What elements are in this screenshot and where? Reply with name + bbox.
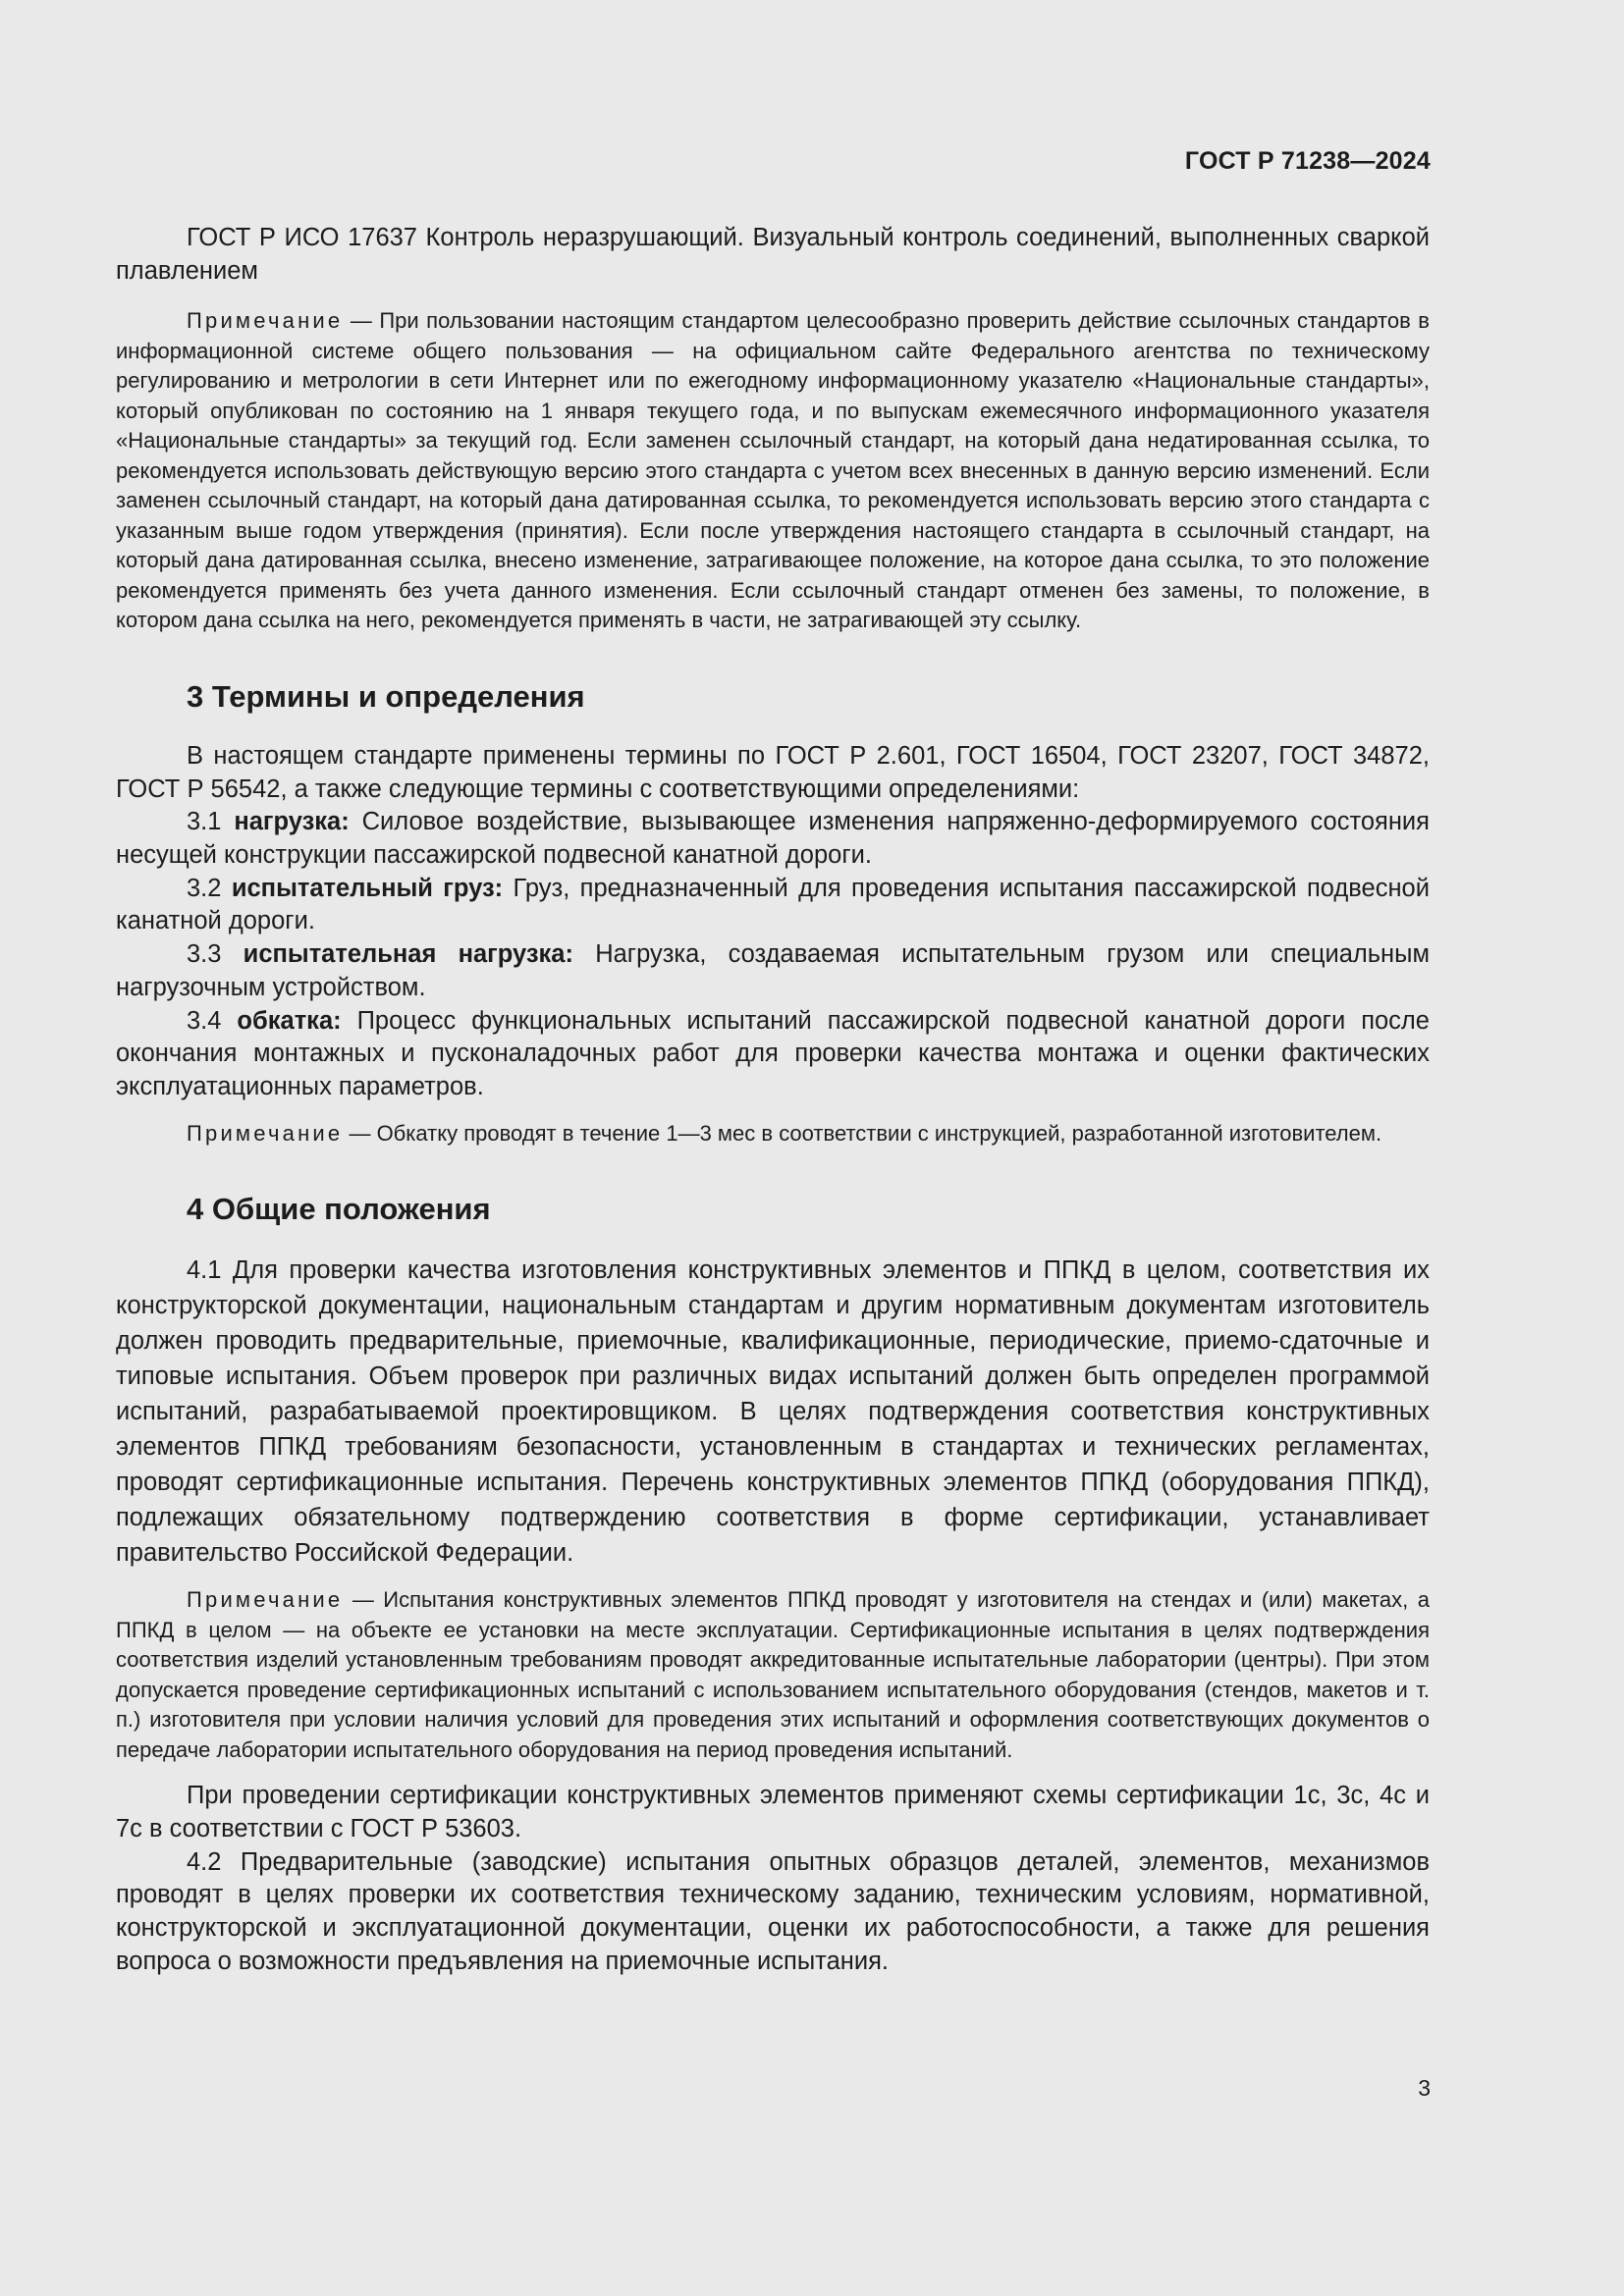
term-number: 3.3 [187,940,244,969]
term-name: испытательный груз: [231,874,504,902]
term-definition: Процесс функциональных испытаний пассажирской подвесной канатной дороги после окончания монтажных и пусконаладочных работ для проверки качества монтажа и оценки фактических эксплуатационных параметров. [116,1006,1430,1100]
term-3-3 [116,938,1430,1004]
paragraph-certification-schemes: При проведении сертификации конструктивных элементов применяют схемы сертификации 1с, 3с, 4с и 7с в соответствии с ГОСТ Р 53603. [116,1782,1430,1842]
note-break-in [116,1119,1430,1149]
term-definition: Груз, предназначенный для проведения испытания пассажирской подвесной канатной дороги. [116,874,1430,935]
note-label: Примечание [187,1587,344,1613]
term-name: нагрузка: [234,808,350,836]
section-4-heading: 4 Общие положения [187,1192,491,1227]
paragraph-4-2: 4.2 Предварительные (заводские) испытания опытных образцов деталей, элементов, механизмов проводят в целях проверки их соответствия техническому заданию, техническим условиям, нормативной, конструкторской и эксплуатационной документации, оценки их работоспособности, а также для решения вопроса о возможности предъявления на приемочные испытания. [116,1847,1430,1975]
term-number: 3.4 [187,1006,238,1035]
note-label: Примечание [187,1120,344,1146]
note-body: — При пользовании настоящим стандартом целесообразно проверить действие ссылочных стандартов в информационной системе общего пользования — на официальном сайте Федерального агентства по техническому регулированию и метрологии в сети Интернет или по ежегодному информационному указателю «Национальные стандарты», который опубликован по состоянию на 1 января текущего года, и по выпускам ежемесячного информационного указателя «Национальные стандарты» за текущий год. Если заменен ссылочный стандарт, на который дана недатированная ссылка, то рекомендуется использовать действующую версию этого стандарта с учетом всех внесенных в данную версию изменений. Если заменен ссылочный стандарт, на который дана датированная ссылка, то рекомендуется использовать версию этого стандарта с указанным выше годом утверждения (принятия). Если после утверждения настоящего стандарта в ссылочный стандарт, на который дана датированная ссылка, внесено изменение, затрагивающее положение, на которое дана ссылка, то это положение рекомендуется применять без учета данного изменения. Если ссылочный стандарт отменен без замены, то положение, в котором дана ссылка на него, рекомендуется применять в части, не затрагивающей эту ссылку. [116,308,1430,633]
section-3-heading: 3 Термины и определения [187,678,585,714]
page-number: 3 [1418,2075,1431,2101]
term-name: обкатка: [237,1006,342,1035]
term-definition: Нагрузка, создаваемая испытательным грузом или специальным нагрузочным устройством. [116,940,1430,1001]
paragraph-4-1: 4.1 Для проверки качества изготовления конструктивных элементов и ППКД в целом, соответствия их конструкторской документации, национальным стандартам и другим нормативным документам изготовитель должен проводить предварительные, приемочные, квалификационные, периодические, приемо-сдаточные и типовые испытания. Объем проверок при различных видах испытаний должен быть определен программой испытаний, разрабатываемой проектировщиком. В целях подтверждения соответствия конструктивных элементов ППКД требованиям безопасности, установленным в стандартах и технических регламентах, проводят сертификационные испытания. Перечень конструктивных элементов ППКД (оборудования ППКД), подлежащих обязательному подтверждению соответствия в форме сертификации, устанавливает правительство Российской Федерации. [116,1256,1430,1568]
note-label: Примечание [187,308,344,334]
term-number: 3.2 [187,874,232,902]
reference-gost-iso-17637: ГОСТ Р ИСО 17637 Контроль неразрушающий. Визуальный контроль соединений, выполненных сваркой плавлением [116,224,1430,285]
term-3-2 [116,873,1430,938]
term-number: 3.1 [187,808,235,836]
note-certification-tests [116,1585,1430,1765]
term-3-1 [116,806,1430,872]
section-3-intro: В настоящем стандарте применены термины по ГОСТ Р 2.601, ГОСТ 16504, ГОСТ 23207, ГОСТ 34872, ГОСТ Р 56542, а также следующие термины с соответствующими определениями: [116,741,1430,803]
term-3-4 [116,1005,1430,1104]
note-body: — Испытания конструктивных элементов ППКД проводят у изготовителя на стендах и (или) макетах, а ППКД в целом — на объекте ее установки на месте эксплуатации. Сертификационные испытания в целях подтверждения соответствия изделий установленным требованиям проводят аккредитованные испытательные лаборатории (центры). При этом допускается проведение сертификационных испытаний с использованием испытательного оборудования (стендов, макетов и т. п.) изготовителя при условии наличия условий для проведения этих испытаний и оформления соответствующих документов о передаче лаборатории испытательного оборудования на период проведения испытаний. [116,1587,1430,1762]
document-code-header: ГОСТ Р 71238—2024 [1184,147,1431,175]
page-content [116,222,1430,1978]
note-body: — Обкатку проводят в течение 1—3 мес в соответствии с инструкцией, разработанной изготовителем. [343,1120,1382,1146]
term-name: испытательная нагрузка: [243,940,573,969]
term-definition: Силовое воздействие, вызывающее изменения напряженно-деформируемого состояния несущей конструкции пассажирской подвесной канатной дороги. [116,808,1430,870]
note-reference-standards [116,306,1430,636]
